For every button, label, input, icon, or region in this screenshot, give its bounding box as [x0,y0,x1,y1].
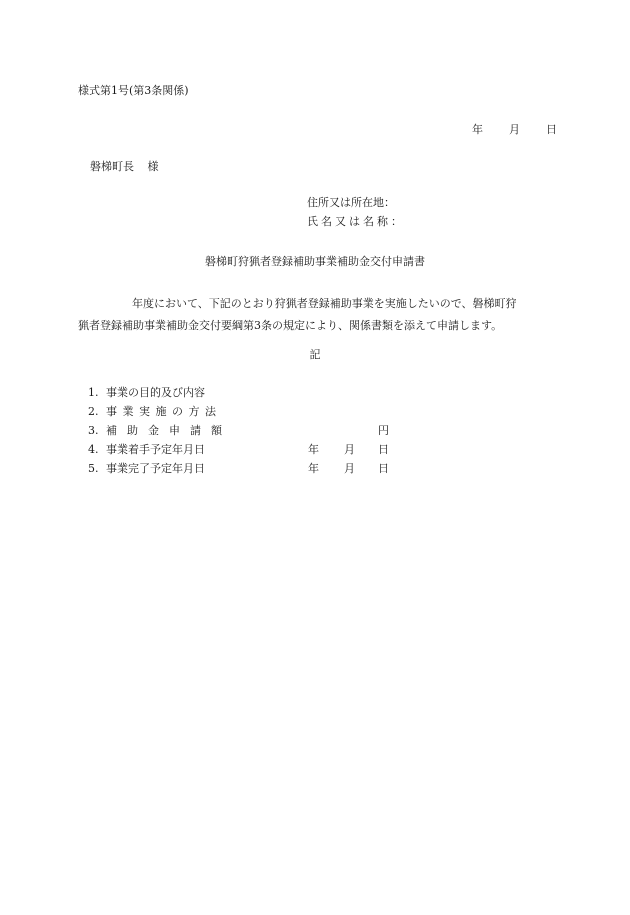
applicant-name-label: 氏名又は名称： [307,215,405,228]
addressee-honorific: 様 [147,160,159,173]
application-date [472,123,557,137]
document-title: 磐梯町狩猟者登録補助事業補助金交付申請書 [205,255,425,268]
list-item [88,405,408,424]
item-label: 補助金申請額 [106,424,232,437]
item-number: 5. [88,462,99,475]
list-item [88,386,408,405]
addressee [90,160,159,174]
applicant-address-label: 住所又は所在地： [307,196,395,209]
date-year: 年 [472,123,483,136]
date-month: 月 [509,123,520,136]
list-item [88,424,408,443]
start-date-month: 月 [344,443,355,456]
start-date-year: 年 [308,443,319,456]
form-number: 様式第1号(第3条関係) [78,84,189,97]
item-number: 1. [88,386,99,399]
list-item [88,443,408,462]
body-line-1: 年度において、下記のとおり狩猟者登録補助事業を実施したいので、磐梯町狩 [132,297,517,310]
item-label: 事業の目的及び内容 [106,386,205,399]
list-item [88,462,408,481]
ki-heading: 記 [309,348,321,361]
date-day: 日 [546,123,557,136]
item-label: 事業着手予定年月日 [106,443,205,456]
item-label: 事業実施の方法 [106,405,222,418]
amount-unit: 円 [378,424,389,437]
body-line-2: 猟者登録補助事業補助金交付要綱第3条の規定により、関係書類を添えて申請します。 [78,319,503,332]
item-label: 事業完了予定年月日 [106,462,205,475]
item-list [88,386,408,481]
end-date-month: 月 [344,462,355,475]
end-date-year: 年 [308,462,319,475]
addressee-name: 磐梯町長 [90,160,134,173]
item-number: 2. [88,405,99,418]
body-text [78,293,558,337]
end-date-day: 日 [378,462,389,475]
item-number: 4. [88,443,99,456]
applicant-block [307,196,405,234]
item-number: 3. [88,424,99,437]
start-date-day: 日 [378,443,389,456]
